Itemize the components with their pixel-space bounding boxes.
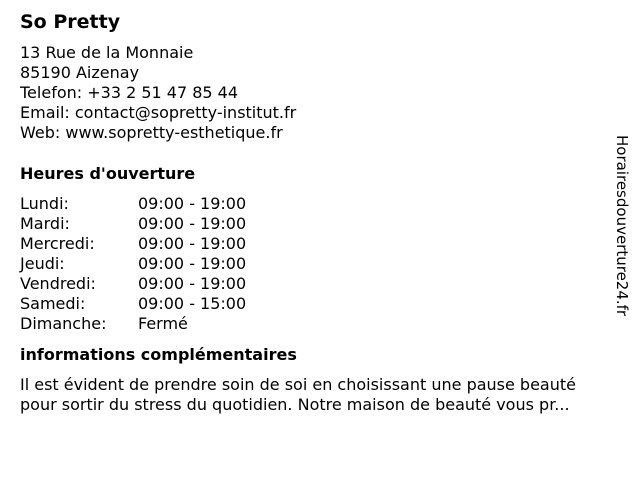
hours-time: 09:00 - 15:00 [138, 294, 247, 313]
phone-line: Telefon: +33 2 51 47 85 44 [20, 83, 239, 102]
hours-day: Vendredi: [20, 274, 96, 293]
hours-time: 09:00 - 19:00 [138, 194, 247, 213]
postal-city: 85190 Aizenay [20, 63, 140, 82]
info-text-line: Il est évident de prendre soin de soi en choisissant une pause beauté [20, 375, 576, 394]
site-watermark: Horairesdouverture24.fr [613, 135, 631, 317]
hours-row-mardi [20, 214, 610, 234]
hours-day: Jeudi: [20, 254, 65, 273]
street-address: 13 Rue de la Monnaie [20, 43, 194, 62]
hours-row-dimanche [20, 314, 610, 334]
hours-time: 09:00 - 19:00 [138, 214, 247, 233]
info-description [20, 375, 610, 415]
business-card [20, 9, 610, 415]
hours-row-jeudi [20, 254, 610, 274]
hours-time: 09:00 - 19:00 [138, 234, 247, 253]
hours-time: Fermé [138, 314, 188, 333]
hours-day: Mardi: [20, 214, 70, 233]
email-line: Email: contact@sopretty-institut.fr [20, 103, 297, 122]
business-name: So Pretty [20, 11, 121, 33]
hours-title: Heures d'ouverture [20, 164, 196, 183]
hours-row-mercredi [20, 234, 610, 254]
web-line: Web: www.sopretty-esthetique.fr [20, 123, 283, 142]
hours-day: Mercredi: [20, 234, 95, 253]
hours-table [20, 194, 610, 334]
info-text-line: pour sortir du stress du quotidien. Notre maison de beauté vous pr... [20, 395, 570, 414]
info-title: informations complémentaires [20, 345, 297, 364]
hours-day: Samedi: [20, 294, 86, 313]
hours-time: 09:00 - 19:00 [138, 254, 247, 273]
hours-row-vendredi [20, 274, 610, 294]
hours-row-lundi [20, 194, 610, 214]
hours-time: 09:00 - 19:00 [138, 274, 247, 293]
hours-day: Dimanche: [20, 314, 107, 333]
contact-block [20, 43, 610, 143]
hours-row-samedi [20, 294, 610, 314]
hours-day: Lundi: [20, 194, 69, 213]
